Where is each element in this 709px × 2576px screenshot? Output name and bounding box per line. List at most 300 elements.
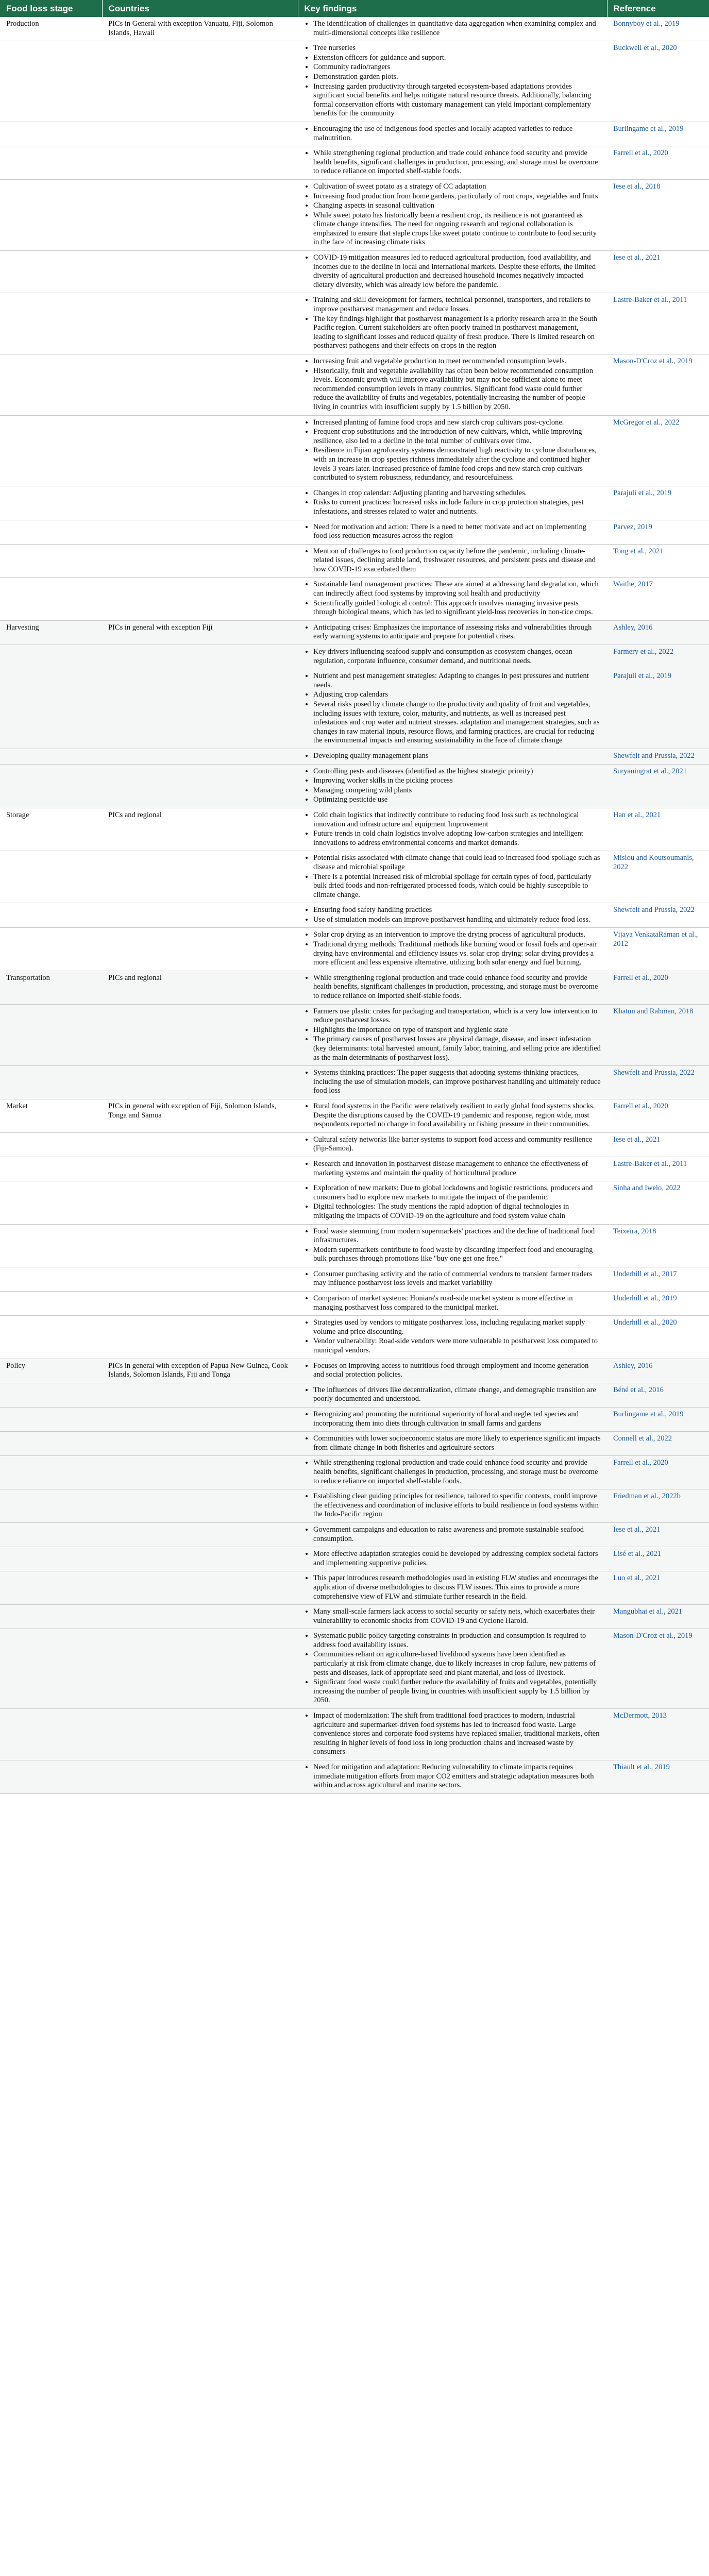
stage-cell [0, 415, 102, 486]
table-row [0, 1605, 709, 1629]
findings-cell [298, 971, 607, 1004]
reference-link[interactable]: Iese et al., 2021 [607, 1522, 709, 1547]
countries-cell [102, 1383, 298, 1407]
findings-list [304, 253, 601, 290]
stage-cell [0, 1629, 102, 1709]
reference-link[interactable]: Iese et al., 2021 [607, 1132, 709, 1157]
stage-cell [0, 1760, 102, 1794]
finding-item: • Highlights the importance on type of transport and hygienic state [313, 1026, 601, 1035]
finding-item: • The key findings highlight that postharvest management is a priority research area in the South Pacific region. Current stakeholders are often poorly trained in postharvest management, leading to significant losses and reduced quality of fresh produce. There is limited research on postharvest pathogens and their effects on crops in the region [313, 315, 601, 351]
findings-cell [298, 1709, 607, 1760]
finding-item: • Changing aspects in seasonal cultivation [313, 201, 601, 211]
finding-item: • Strategies used by vendors to mitigate postharvest loss, including regulating market supply volume and price discounting. [313, 1318, 601, 1336]
findings-cell [298, 354, 607, 416]
finding-item: • Research and innovation in postharvest disease management to enhance the effectiveness of marketing systems and maintain the quality of horticultural produce [313, 1160, 601, 1178]
findings-list [304, 1069, 601, 1096]
findings-list [304, 648, 601, 666]
findings-cell [298, 903, 607, 928]
stage-cell [0, 122, 102, 146]
findings-list [304, 523, 601, 541]
reference-link[interactable]: Teixeira, 2018 [607, 1224, 709, 1267]
countries-cell [102, 251, 298, 293]
finding-item: • Encouraging the use of indigenous food species and locally adapted varieties to reduce malnutrition. [313, 125, 601, 143]
finding-item: • Several risks posed by climate change to the productivity and quality of fruit and vegetables, including issues with texture, color, maturity, and nutrients, as well as increased pest infestations and crop water and nutrient stresses. adaptation and management strategies, such as changes in raw material inputs, resource flows, and farming practices, are crucial for reducing the environmental impacts and ensuring sustainability in the face of climate change [313, 700, 601, 745]
findings-list [304, 418, 601, 483]
stage-cell [0, 1132, 102, 1157]
stage-cell [0, 293, 102, 354]
finding-item: • Need for motivation and action: There is a need to better motivate and act on implementing food loss reduction measures across the region [313, 523, 601, 541]
finding-item: • Increasing garden productivity through targeted ecosystem-based adaptations provides significant social benefits and helps mitigate natural resource threats. Additionally, balancing formal conservation efforts with customary management can yield important complementary benefits for the community [313, 82, 601, 118]
finding-item: • Improving worker skills in the picking process [313, 776, 601, 786]
findings-list [304, 930, 601, 967]
table-row [0, 520, 709, 544]
reference-link[interactable]: Misiou and Koutsoumanis, 2022 [607, 851, 709, 903]
finding-item: • Demonstration garden plots. [313, 73, 601, 82]
finding-item: • Risks to current practices: Increased risks include failure in crop protection strategies, pest infestations, and stresses related to water and nutrients. [313, 498, 601, 516]
countries-cell [102, 1547, 298, 1571]
reference-link[interactable]: Farrell et al., 2020 [607, 971, 709, 1004]
reference-link[interactable]: Underhill et al., 2017 [607, 1267, 709, 1291]
table-row [0, 17, 709, 41]
reference-link[interactable]: Lastre-Baker et al., 2011 [607, 293, 709, 354]
findings-list [304, 1763, 601, 1790]
findings-list [304, 20, 601, 38]
stage-cell [0, 146, 102, 180]
stage-cell [0, 544, 102, 578]
finding-item: • More effective adaptation strategies could be developed by addressing complex societal factors and implementing supportive policies. [313, 1550, 601, 1568]
stage-cell: Policy [0, 1359, 102, 1383]
reference-link[interactable]: Mangubhai et al., 2021 [607, 1605, 709, 1629]
countries-cell [102, 1629, 298, 1709]
findings-cell [298, 578, 607, 620]
countries-cell [102, 179, 298, 250]
reference-link[interactable]: Ashley, 2016 [607, 1359, 709, 1383]
finding-item: • Impact of modernization: The shift from traditional food practices to modern, industrial agriculture and supermarket-driven food systems has led to increased food waste. Large convenience stores and corporate food systems have replaced smaller, traditional markets, often resulting in higher levels of food loss in long production chains and increased waste by consumers [313, 1711, 601, 1757]
findings-list [304, 547, 601, 574]
finding-item: • Frequent crop substitutions and the introduction of new cultivars, which, while improving resilience, also led to a decline in the total number of cultivars over time. [313, 428, 601, 446]
findings-list [304, 1492, 601, 1519]
table-row [0, 620, 709, 645]
table-row [0, 851, 709, 903]
reference-link[interactable]: Han et al., 2021 [607, 808, 709, 851]
table-row [0, 645, 709, 669]
findings-list [304, 1386, 601, 1404]
reference-link[interactable]: Farmery et al., 2022 [607, 645, 709, 669]
finding-item: • Cultural safety networks like barter systems to support food access and community resilience (Fiji-Samoa). [313, 1136, 601, 1154]
findings-cell [298, 17, 607, 41]
table-row [0, 1224, 709, 1267]
table-body [0, 17, 709, 1793]
reference-link[interactable]: Connell et al., 2022 [607, 1432, 709, 1456]
stage-cell [0, 1456, 102, 1489]
table-row [0, 669, 709, 749]
reference-link[interactable]: Béné et al., 2016 [607, 1383, 709, 1407]
finding-item: • Government campaigns and education to raise awareness and promote sustainable seafood consumption. [313, 1526, 601, 1544]
finding-item: • The identification of challenges in quantitative data aggregation when examining complex and multi-dimensional concepts like resilience [313, 20, 601, 38]
header-countries: Countries [102, 0, 298, 17]
findings-cell [298, 1522, 607, 1547]
table-row [0, 251, 709, 293]
countries-cell [102, 1522, 298, 1547]
finding-item: • Extension officers for guidance and support. [313, 54, 601, 63]
countries-cell [102, 903, 298, 928]
findings-cell [298, 251, 607, 293]
countries-cell [102, 354, 298, 416]
table-row [0, 1571, 709, 1605]
finding-item: • Potential risks associated with climate change that could lead to increased food spoilage such as disease and microbial spoilage [313, 854, 601, 872]
reference-link[interactable]: Mason-D'Croz et al., 2019 [607, 1629, 709, 1709]
findings-list [304, 1711, 601, 1757]
countries-cell [102, 1489, 298, 1523]
findings-cell [298, 1181, 607, 1224]
table-row [0, 354, 709, 416]
findings-cell [298, 415, 607, 486]
stage-cell [0, 749, 102, 764]
stage-cell [0, 1522, 102, 1547]
finding-item: • Exploration of new markets: Due to global lockdowns and logistic restrictions, producers and consumers had to explore new markets to mitigate the impact of the pandemic. [313, 1184, 601, 1202]
finding-item: • Vendor vulnerability: Road-side vendors were more vulnerable to postharvest loss compared to municipal vendors. [313, 1337, 601, 1355]
finding-item: • Historically, fruit and vegetable availability has often been below recommended consumption levels. Economic growth will improve availability but may not be sufficient alone to meet recommended consumption levels in many countries. Significant food waste could further reduce the availability of fruits and vegetables, potentially increasing the number of people living in countries with insufficient supply by 1.5 billion by 2050. [313, 367, 601, 412]
countries-cell: PICs and regional [102, 808, 298, 851]
stage-cell [0, 1547, 102, 1571]
finding-item: • Establishing clear guiding principles for resilience, tailored to specific contexts, could improve the effectiveness and coordination of inclusive efforts to build resilience in food systems within the Indo-Pacific region [313, 1492, 601, 1519]
finding-item: • The influences of drivers like decentralization, climate change, and demographic transition are poorly documented and understood. [313, 1386, 601, 1404]
finding-item: • Food waste stemming from modern supermarkets' practices and the decline of traditional food infrastructures. [313, 1227, 601, 1245]
stage-cell [0, 1408, 102, 1432]
table-row [0, 971, 709, 1004]
findings-cell [298, 1432, 607, 1456]
reference-link[interactable]: Underhill et al., 2019 [607, 1292, 709, 1316]
reference-link[interactable]: Suryaningrat et al., 2021 [607, 764, 709, 808]
findings-list [304, 1184, 601, 1221]
finding-item: • Increasing food production from home gardens, particularly of root crops, vegetables and fruits [313, 192, 601, 201]
stage-cell: Production [0, 17, 102, 41]
finding-item: • Mention of challenges to food production capacity before the pandemic, including climate-related issues, declining arable land, freshwater resources, and persistent pests and disease and how COVID-19 exacerbated them [313, 547, 601, 574]
table-row [0, 179, 709, 250]
table-row [0, 1099, 709, 1132]
table-row [0, 1629, 709, 1709]
findings-list [304, 182, 601, 247]
finding-item: • Nutrient and pest management strategies: Adapting to changes in pest pressures and nutrient needs. [313, 672, 601, 690]
table-row [0, 928, 709, 971]
reference-link[interactable]: Underhill et al., 2020 [607, 1316, 709, 1359]
countries-cell [102, 1224, 298, 1267]
finding-item: • Training and skill development for farmers, technical personnel, transporters, and retailers to improve postharvest management and reduce losses. [313, 296, 601, 314]
reference-link[interactable]: Burlingame et al., 2019 [607, 1408, 709, 1432]
findings-list [304, 1550, 601, 1568]
findings-cell [298, 851, 607, 903]
countries-cell: PICs in general with exception Fiji [102, 620, 298, 645]
findings-cell [298, 179, 607, 250]
countries-cell [102, 1709, 298, 1760]
countries-cell [102, 1004, 298, 1066]
stage-cell [0, 669, 102, 749]
stage-cell [0, 1571, 102, 1605]
findings-list [304, 1136, 601, 1154]
countries-cell [102, 749, 298, 764]
finding-item: • Resilience in Fijian agroforestry systems demonstrated high reactivity to cyclone disturbances, with an increase in crop species richness immediately after the cyclone and continued higher levels 3 years later. Increased presence of famine food crops and new starch crop cultivars contributed to system robustness, redundancy, and resourcefulness. [313, 446, 601, 482]
finding-item: • Cultivation of sweet potato as a strategy of CC adaptation [313, 182, 601, 192]
finding-item: • Significant food waste could further reduce the availability of fruits and vegetables, potentially increasing the number of people living in countries with insufficient supply by 1.5 billion by 2050. [313, 1678, 601, 1705]
findings-cell [298, 41, 607, 122]
findings-list [304, 1434, 601, 1452]
findings-list [304, 1607, 601, 1625]
header-key-findings: Key findings [298, 0, 607, 17]
finding-item: • Developing quality management plans [313, 752, 601, 761]
findings-list [304, 752, 601, 761]
stage-cell [0, 486, 102, 520]
finding-item: • Consumer purchasing activity and the ratio of commercial vendors to transient farmer traders may influence postharvest loss levels and market variability [313, 1270, 601, 1288]
finding-item: • Changes in crop calendar: Adjusting planting and harvesting schedules. [313, 489, 601, 498]
findings-cell [298, 764, 607, 808]
stage-cell [0, 645, 102, 669]
finding-item: • Many small-scale farmers lack access to social security or safety nets, which exacerbates their vulnerability to economic shocks from COVID-19 and Cyclone Harold. [313, 1607, 601, 1625]
finding-item: • Scientifically guided biological control: This approach involves managing invasive pests through biological means, which has led to significant yield-loss recoveries in non-rice crops. [313, 599, 601, 617]
countries-cell: PICs and regional [102, 971, 298, 1004]
findings-cell [298, 1292, 607, 1316]
findings-cell [298, 1004, 607, 1066]
stage-cell: Market [0, 1099, 102, 1132]
table-row [0, 764, 709, 808]
reference-link[interactable]: Farrell et al., 2020 [607, 1456, 709, 1489]
table-row [0, 903, 709, 928]
reference-link[interactable]: Khatun and Rahman, 2018 [607, 1004, 709, 1066]
findings-list [304, 1294, 601, 1312]
findings-cell [298, 1157, 607, 1181]
table-row [0, 808, 709, 851]
finding-item: • Adjusting crop calendars [313, 690, 601, 700]
findings-list [304, 580, 601, 617]
findings-cell [298, 1571, 607, 1605]
findings-cell [298, 749, 607, 764]
findings-list [304, 623, 601, 641]
findings-list [304, 1270, 601, 1288]
countries-cell [102, 1181, 298, 1224]
reference-link[interactable]: Buckwell et al., 2020 [607, 41, 709, 122]
finding-item: • Farmers use plastic crates for packaging and transportation, which is a very low intervention to reduce postharvest losses. [313, 1007, 601, 1025]
findings-cell [298, 669, 607, 749]
reference-link[interactable]: Bonnyboy et al., 2019 [607, 17, 709, 41]
findings-list [304, 1632, 601, 1705]
countries-cell [102, 669, 298, 749]
countries-cell [102, 41, 298, 122]
countries-cell [102, 851, 298, 903]
table-row [0, 1181, 709, 1224]
finding-item: • Digital technologies: The study mentions the rapid adoption of digital technologies in mitigating the impacts of COVID-19 on the agriculture and food system value chain [313, 1202, 601, 1221]
reference-link[interactable]: Thiault et al., 2019 [607, 1760, 709, 1794]
reference-link[interactable]: Farrell et al., 2020 [607, 146, 709, 180]
countries-cell [102, 1456, 298, 1489]
table-row [0, 415, 709, 486]
countries-cell: PICs in general with exception of Fiji, Solomon Islands, Tonga and Samoa [102, 1099, 298, 1132]
stage-cell [0, 1489, 102, 1523]
reference-link[interactable]: Parvez, 2019 [607, 520, 709, 544]
reference-link[interactable]: McGregor et al., 2022 [607, 415, 709, 486]
findings-cell [298, 1316, 607, 1359]
stage-cell [0, 1316, 102, 1359]
countries-cell [102, 1132, 298, 1157]
countries-cell [102, 1432, 298, 1456]
reference-link[interactable]: Iese et al., 2021 [607, 251, 709, 293]
findings-list [304, 906, 601, 924]
reference-link[interactable]: Iese et al., 2018 [607, 179, 709, 250]
table-row [0, 1157, 709, 1181]
reference-link[interactable]: Parajuli et al., 2019 [607, 669, 709, 749]
findings-list [304, 357, 601, 412]
countries-cell [102, 520, 298, 544]
finding-item: • Ensuring food safety handling practices [313, 906, 601, 915]
findings-cell [298, 928, 607, 971]
stage-cell [0, 251, 102, 293]
findings-list [304, 1526, 601, 1544]
reference-link[interactable]: Luo et al., 2021 [607, 1571, 709, 1605]
stage-cell [0, 1157, 102, 1181]
stage-cell [0, 1004, 102, 1066]
findings-cell [298, 1383, 607, 1407]
finding-item: • Increased planting of famine food crops and new starch crop cultivars post-cyclone. [313, 418, 601, 428]
stage-cell [0, 851, 102, 903]
stage-cell [0, 41, 102, 122]
reference-link[interactable]: Vijaya VenkataRaman et al., 2012 [607, 928, 709, 971]
findings-cell [298, 1629, 607, 1709]
findings-cell [298, 1605, 607, 1629]
reference-link[interactable]: Waithe, 2017 [607, 578, 709, 620]
countries-cell [102, 1571, 298, 1605]
findings-cell [298, 1267, 607, 1291]
countries-cell [102, 928, 298, 971]
findings-cell [298, 1099, 607, 1132]
reference-link[interactable]: Friedman et al., 2022b [607, 1489, 709, 1523]
stage-cell [0, 903, 102, 928]
table-row [0, 486, 709, 520]
finding-item: • Increasing fruit and vegetable production to meet recommended consumption levels. [313, 357, 601, 366]
reference-link[interactable]: Shewfelt and Prussia, 2022 [607, 749, 709, 764]
findings-list [304, 1102, 601, 1129]
findings-list [304, 1362, 601, 1380]
findings-cell [298, 1456, 607, 1489]
findings-list [304, 854, 601, 900]
countries-cell [102, 1316, 298, 1359]
stage-cell: Transportation [0, 971, 102, 1004]
finding-item: • Focuses on improving access to nutritious food through employment and income generation and social protection policies. [313, 1362, 601, 1380]
finding-item: • Recognizing and promoting the nutritional superiority of local and neglected species and incorporating them into diets through cultivation in small farms and gardens [313, 1410, 601, 1428]
table-row [0, 1760, 709, 1794]
reference-link[interactable]: Lisé et al., 2021 [607, 1547, 709, 1571]
findings-list [304, 1459, 601, 1486]
findings-list [304, 125, 601, 143]
findings-cell [298, 1760, 607, 1794]
stage-cell [0, 354, 102, 416]
stage-cell [0, 1383, 102, 1407]
reference-link[interactable]: Lastre-Baker et al., 2011 [607, 1157, 709, 1181]
finding-item: • Modern supermarkets contribute to food waste by discarding imperfect food and encouraging bulk purchases through promotions like "buy one get one free." [313, 1246, 601, 1264]
table-row [0, 1408, 709, 1432]
countries-cell [102, 293, 298, 354]
reference-link[interactable]: Tong et al., 2021 [607, 544, 709, 578]
stage-cell [0, 1432, 102, 1456]
findings-list [304, 1160, 601, 1178]
countries-cell [102, 1605, 298, 1629]
findings-list [304, 296, 601, 351]
countries-cell [102, 146, 298, 180]
finding-item: • COVID-19 mitigation measures led to reduced agricultural production, food availability, and incomes due to the decline in local and international markets. Despite these efforts, the limited diversity of agricultural production and decreased household incomes negatively impacted dietary diversity, which was already low before the pandemic. [313, 253, 601, 290]
table-row [0, 1522, 709, 1547]
table-row [0, 1292, 709, 1316]
finding-item: • Community radio/rangers [313, 63, 601, 72]
table-row [0, 578, 709, 620]
finding-item: • Use of simulation models can improve postharvest handling and ultimately reduce food loss. [313, 916, 601, 925]
findings-cell [298, 122, 607, 146]
findings-list [304, 1410, 601, 1428]
header-reference: Reference [607, 0, 709, 17]
reference-link[interactable]: Shewfelt and Prussia, 2022 [607, 1066, 709, 1099]
reference-link[interactable]: Farrell et al., 2020 [607, 1099, 709, 1132]
findings-cell [298, 808, 607, 851]
stage-cell: Storage [0, 808, 102, 851]
reference-link[interactable]: Burlingame et al., 2019 [607, 122, 709, 146]
stage-cell [0, 1224, 102, 1267]
countries-cell [102, 415, 298, 486]
finding-item: • Rural food systems in the Pacific were relatively resilient to early global food systems shocks. Despite the disruptions caused by the COVID-19 pandemic and response, region wide, most respondents reported no change in food availability or fishing pressure in their communities. [313, 1102, 601, 1129]
countries-cell [102, 1157, 298, 1181]
table-row [0, 1709, 709, 1760]
reference-link[interactable]: Sinha and Iwelo, 2022 [607, 1181, 709, 1224]
countries-cell [102, 1292, 298, 1316]
countries-cell: PICs in General with exception Vanuatu, Fiji, Solomon Islands, Hawaii [102, 17, 298, 41]
table-row [0, 1066, 709, 1099]
stage-cell [0, 1709, 102, 1760]
table-row [0, 293, 709, 354]
finding-item: • Communities with lower socioeconomic status are more likely to experience significant impacts from climate change in both fisheries and agriculture sectors [313, 1434, 601, 1452]
finding-item: • This paper introduces research methodologies used in existing FLW studies and encourages the application of diverse methodologies to discuss FLW issues. This aims to provide a more comprehensive view of FLW and stimulate further research in the field. [313, 1574, 601, 1601]
reference-link[interactable]: McDermott, 2013 [607, 1709, 709, 1760]
findings-list [304, 1574, 601, 1601]
countries-cell [102, 645, 298, 669]
findings-cell [298, 520, 607, 544]
finding-item: • Optimizing pesticide use [313, 795, 601, 805]
table-row [0, 1489, 709, 1523]
finding-item: • Need for mitigation and adaptation: Reducing vulnerability to climate impacts requires immediate mitigation efforts from major CO2 emitters and strategic adaptation measures both within and across agricultural and marine sectors. [313, 1763, 601, 1790]
table-row [0, 1359, 709, 1383]
finding-item: • While strengthening regional production and trade could enhance food security and provide health benefits, significant challenges in production, processing, and storage must be overcome to reduce reliance on imported shelf-stable foods. [313, 149, 601, 176]
table-row [0, 122, 709, 146]
findings-cell [298, 293, 607, 354]
findings-list [304, 1227, 601, 1264]
reference-link[interactable]: Mason-D'Croz et al., 2019 [607, 354, 709, 416]
finding-item: • While sweet potato has historically been a resilient crop, its resilience is not guaranteed as climate change intensifies. The need for ongoing research and regional collaboration is emphasized to ensure that staple crops like sweet potato continue to contribute to food security in the face of increasing climate risks [313, 211, 601, 247]
table-row [0, 1132, 709, 1157]
countries-cell [102, 486, 298, 520]
stage-cell [0, 1267, 102, 1291]
finding-item: • Key drivers influencing seafood supply and consumption as ecosystem changes, ocean regulation, corporate influence, consumer demand, and nutritional needs. [313, 648, 601, 666]
findings-list [304, 974, 601, 1001]
finding-item: • Communities reliant on agriculture-based livelihood systems have been identified as particularly at risk from climate change, due to likely increases in crop failure, new patterns of pests and diseases, lack of appropriate seed and plant material, and loss of livestock. [313, 1650, 601, 1677]
findings-list [304, 1007, 601, 1063]
countries-cell [102, 122, 298, 146]
findings-cell [298, 1132, 607, 1157]
stage-cell [0, 1181, 102, 1224]
findings-list [304, 767, 601, 805]
reference-link[interactable]: Parajuli et al., 2019 [607, 486, 709, 520]
finding-item: • The primary causes of postharvest losses are physical damage, disease, and insect infestation (key determinants: total harvested amount, family labor, training, and selling price are identified as the main determinants of postharvest loss). [313, 1035, 601, 1062]
reference-link[interactable]: Ashley, 2016 [607, 620, 709, 645]
stage-cell [0, 578, 102, 620]
stage-cell [0, 764, 102, 808]
table-row [0, 1267, 709, 1291]
table-row [0, 1004, 709, 1066]
countries-cell: PICs in general with exception of Papua New Guinea, Cook Islands, Solomon Islands, Fiji and Tonga [102, 1359, 298, 1383]
reference-link[interactable]: Shewfelt and Prussia, 2022 [607, 903, 709, 928]
